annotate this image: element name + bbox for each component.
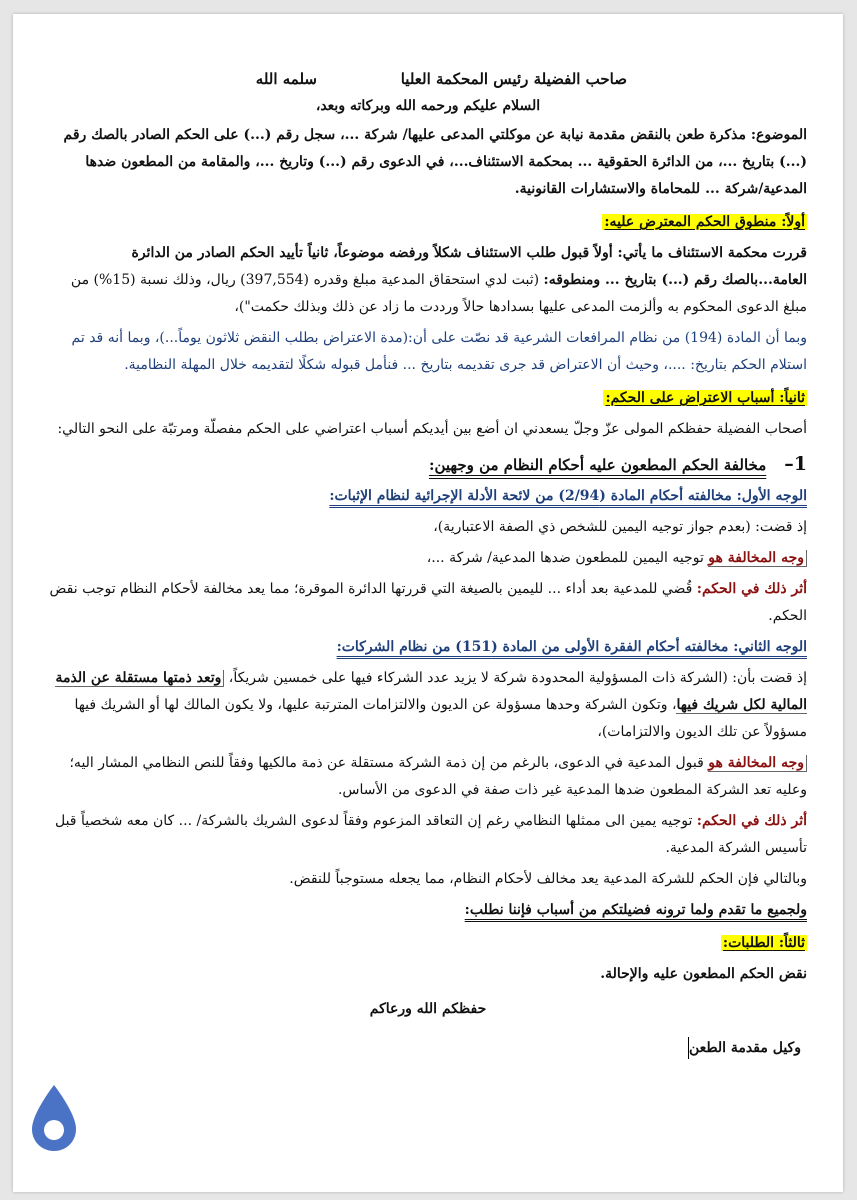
face-1-effect-label: أثر ذلك في الحكم: bbox=[696, 581, 807, 597]
face-2-judged-end: ، وتكون الشركة وحدها مسؤولة عن الديون والالتزامات المترتبة عليها، ولا يكون المالك لها أو الشريك فيها مسؤولاً عن تلك الديون والالتزامات)، bbox=[74, 697, 807, 740]
face-1-title: الوجه الأول: مخالفته أحكام المادة (2/94) من لائحة الأدلة الإجرائية لنظام الإثبات: bbox=[329, 488, 807, 504]
face-2-violation-text: قبول المدعية في الدعوى، بالرغم من إن ذمة الشركة مستقلة عن ذمة مالكيها وفقاً للنص النظامي المشار اليه؛ وعليه تعد الشركة المطعون ضدها المدعية غير ذات صفة في الدعوى من الأساس. bbox=[69, 755, 807, 798]
subject-paragraph bbox=[49, 122, 807, 203]
face-2-violation bbox=[49, 750, 807, 804]
closing-line: حفظكم الله ورعاكم bbox=[369, 1001, 487, 1017]
request-text: نقض الحكم المطعون عليه والإحالة. bbox=[600, 966, 807, 982]
deadline-paragraph: وبما أن المادة (194) من نظام المرافعات الشرعية قد نصّت على أن:(مدة الاعتراض بطلب النقض ثلاثون يوماً...)، وبما أنه قد تم استلام الحكم بتاريخ: ....، وحيث أن الاعتراض قد جرى تقديمه بتاريخ ... فنأمل قبوله شكلًا لتقديمه خلال المهلة النظامية. bbox=[71, 330, 807, 373]
face-2-judged bbox=[49, 665, 807, 746]
document-body bbox=[49, 66, 807, 1062]
ruling-bold-text: قررت محكمة الاستئناف ما يأتي: أولاً قبول طلب الاستئناف شكلاً ورفضه موضوعاً، ثانياً تأييد الحكم الصادر من الدائرة العامة...بالصك رقم (...) بتاريخ ... ومنطوقه: bbox=[131, 245, 807, 288]
point-1-title: مخالفة الحكم المطعون عليه أحكام النظام من وجهين: bbox=[428, 456, 767, 474]
face-1-title-row bbox=[49, 483, 807, 510]
subject-text: مذكرة طعن بالنقض مقدمة نيابة عن موكلتي المدعى عليها/ شركة ...، سجل رقم (...) على الحكم الصادر بالصك رقم (...) بتاريخ ...، من الدائرة الحقوقية ... بمحكمة الاستئناف...، في الدعوى رقم (...) وتاريخ ...، والمقامة من المطعون ضدها المدعية/شركة ... للمحاماة والاستشارات القانونية. bbox=[63, 127, 807, 197]
point-1-heading bbox=[49, 451, 807, 479]
conclusion-paragraph: وبالتالي فإن الحكم للشركة المدعية يعد مخالف لأحكام النظام، مما يجعله مستوجباً للنقض. bbox=[289, 871, 807, 887]
face-2-title-row bbox=[49, 634, 807, 661]
signature-block bbox=[49, 1035, 801, 1062]
document-page bbox=[13, 14, 843, 1192]
face-1-effect-text: قُضي للمدعية بعد أداء ... لليمين بالصيغة التي قررتها الدائرة الموقرة؛ مما يعد مخالفة لأحكام النظام توجب نقض الحكم. bbox=[49, 581, 807, 624]
recipient-line: صاحب الفضيلة رئيس المحكمة العليا bbox=[400, 70, 627, 88]
section-1-heading: أولاً: منطوق الحكم المعترض عليه: bbox=[604, 214, 805, 230]
section-3-heading-row bbox=[49, 930, 807, 957]
face-1-violation-text: توجيه اليمين للمطعون ضدها المدعية/ شركة ...، bbox=[426, 550, 709, 566]
face-2-effect-label: أثر ذلك في الحكم: bbox=[696, 813, 807, 829]
face-2-title: الوجه الثاني: مخالفته أحكام الفقرة الأولى من المادة (151) من نظام الشركات: bbox=[336, 639, 807, 655]
face-2-violation-label: وجه المخالفة هو bbox=[708, 755, 807, 772]
letter-header bbox=[49, 66, 807, 93]
face-1-violation bbox=[49, 545, 807, 572]
greeting: السلام عليكم ورحمه الله وبركاته وبعد، bbox=[315, 98, 541, 114]
request-intro: ولجميع ما تقدم ولما ترونه فضيلتكم من أسباب فإننا نطلب: bbox=[464, 902, 807, 918]
point-1-number: 1– bbox=[784, 453, 807, 475]
face-2-judged-start: إذ قضت بأن: (الشركة ذات المسؤولية المحدودة شركة لا يزيد عدد الشركاء فيها على خمسين شريكاً، bbox=[224, 670, 807, 686]
section-3-heading: ثالثاً: الطلبات: bbox=[722, 935, 805, 951]
request-intro-row bbox=[49, 897, 807, 924]
face-1-effect bbox=[49, 576, 807, 630]
face-2-effect bbox=[49, 808, 807, 862]
section-2-intro: أصحاب الفضيلة حفظكم المولى عزّ وجلّ يسعدني ان أضع بين أيديكم أسباب اعتراضي على الحكم مفصلّة ومرتبّة على النحو التالي: bbox=[57, 421, 807, 437]
face-2-judged-bold: وتعد ذمتها مستقلة عن الذمة المالية لكل شريك فيها bbox=[55, 670, 807, 713]
blessing-line: سلمه الله bbox=[255, 70, 317, 88]
ruling-text: (ثبت لدي استحقاق المدعية مبلغ وقدره (397,554) ريال، وذلك نسبة (15%) من مبلغ الدعوى المحكوم به وألزمت المدعى عليها بسدادها حالاً ورددت ما زاد عن ذلك وبذلك حكمت")، bbox=[70, 272, 807, 315]
section-2-heading: ثانياً: أسباب الاعتراض على الحكم: bbox=[605, 390, 805, 406]
signature-label: وكيل مقدمة الطعن bbox=[689, 1040, 801, 1056]
subject-label: الموضوع: bbox=[750, 127, 807, 143]
section-1-heading-row bbox=[49, 209, 807, 236]
section-2-heading-row bbox=[49, 385, 807, 412]
ruling-paragraph bbox=[49, 240, 807, 321]
face-2-effect-text: توجيه يمين الى ممثلها النظامي رغم إن التعاقد المزعوم وفقاً لدعوى الشريك بالشركة/ ... كان معه شخصياً قبل تأسيس الشركة المدعية. bbox=[54, 813, 807, 856]
face-1-violation-label: وجه المخالفة هو bbox=[708, 550, 807, 567]
face-1-judged: إذ قضت: (بعدم جواز توجيه اليمين للشخص ذي الصفة الاعتبارية)، bbox=[433, 519, 807, 535]
water-drop-icon[interactable] bbox=[28, 1083, 80, 1153]
